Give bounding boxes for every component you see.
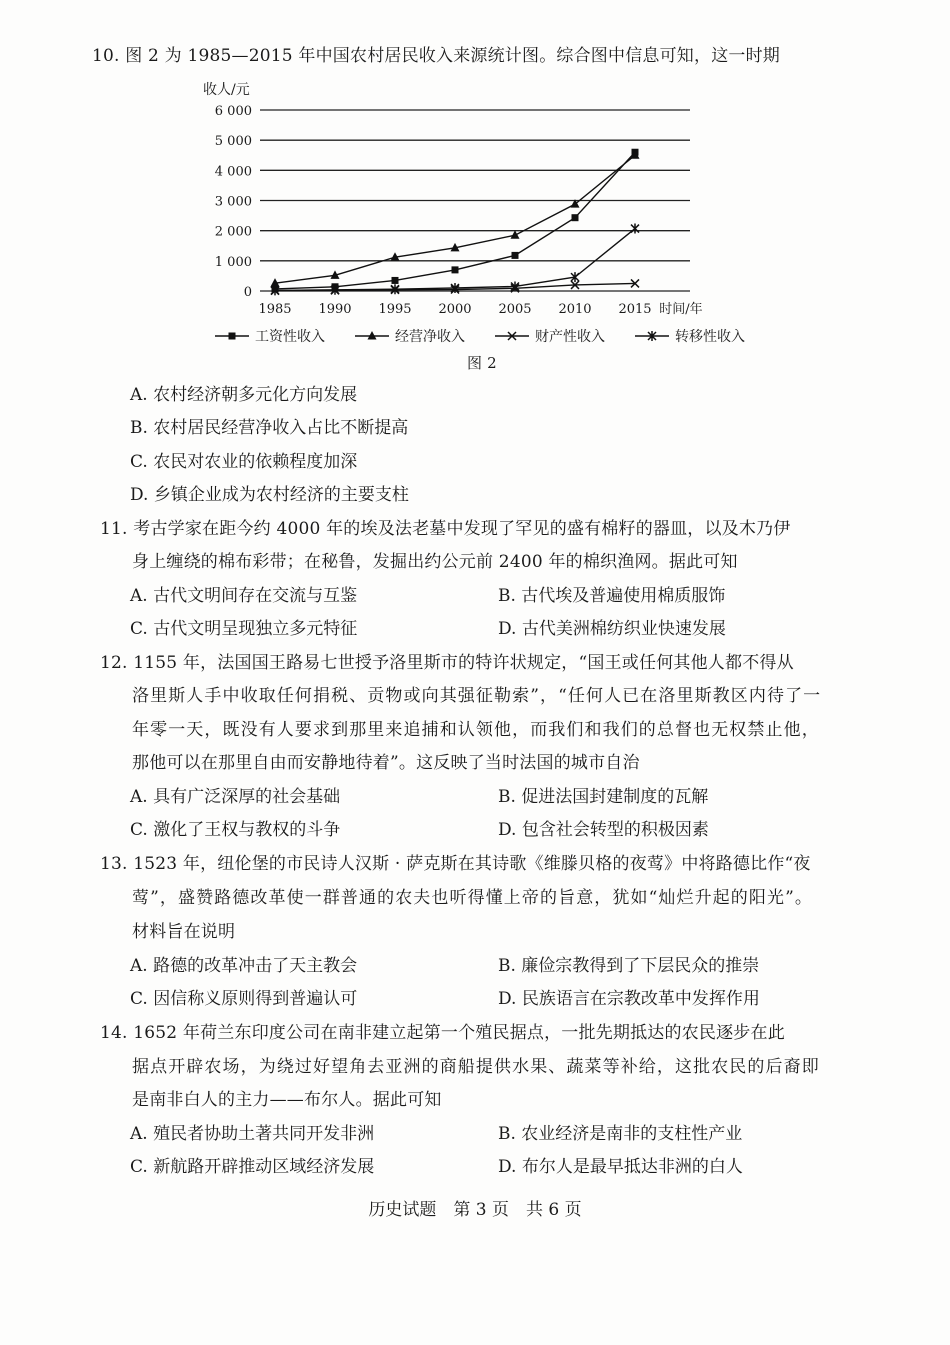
q11-stem-line-2: 身上缠绕的棉布彩带；在秘鲁，发掘出约公元前 2400 年的棉织渔网。据此可知 — [132, 552, 738, 572]
q12-stem-line-1: 12. 1155 年，法国国王路易七世授予洛里斯市的特许状规定，“国王或任何其他人都不得从 — [100, 653, 794, 673]
q13-option-b: B. 廉俭宗教得到了下层民众的推崇 — [498, 956, 760, 976]
q11-option-b: B. 古代埃及普遍使用棉质服饰 — [498, 586, 726, 606]
legend-label-2: 经营净收入 — [395, 329, 465, 345]
q10-option-c: C. 农民对农业的依赖程度加深 — [130, 452, 358, 472]
y-tick-label-2000: 2 000 — [214, 224, 252, 240]
page-footer: 历史试题 第 3 页 共 6 页 — [368, 1200, 582, 1220]
data-point-s2-2005 — [511, 230, 520, 239]
y-tick-label-1000: 1 000 — [214, 254, 252, 270]
q14-option-a: A. 殖民者协助土著共同开发非洲 — [130, 1124, 375, 1144]
x-tick-label-2015: 2015 — [618, 302, 652, 317]
q12-stem-line-4: 那他可以在那里自由而安静地待着”。这反映了当时法国的城市自治 — [132, 753, 640, 773]
data-point-s4-2015 — [631, 224, 639, 234]
x-tick-label-2005: 2005 — [498, 302, 532, 317]
q13-stem-line-2: 莺”，盛赞路德改革使一群普通的农夫也听得懂上帝的旨意，犹如“灿烂升起的阳光”。 — [132, 888, 813, 908]
series-line-4 — [275, 229, 635, 291]
y-tick-label-5000: 5 000 — [214, 134, 252, 150]
q12-option-a: A. 具有广泛深厚的社会基础 — [130, 787, 341, 807]
x-tick-label-1985: 1985 — [258, 302, 292, 317]
legend-label-3: 财产性收入 — [535, 329, 605, 345]
q13-stem-line-3: 材料旨在说明 — [132, 922, 236, 942]
y-tick-label-6000: 6 000 — [214, 104, 252, 119]
legend-marker-1 — [229, 333, 236, 340]
y-axis-label: 收人/元 — [203, 82, 250, 98]
q12-option-c: C. 激化了王权与教权的斗争 — [130, 820, 341, 840]
q14-option-c: C. 新航路开辟推动区域经济发展 — [130, 1157, 375, 1177]
q10-option-d: D. 乡镇企业成为农村经济的主要支柱 — [130, 485, 409, 505]
series-line-2 — [275, 155, 635, 283]
x-tick-label-1995: 1995 — [378, 302, 412, 317]
legend-marker-2 — [368, 331, 377, 340]
x-tick-label-1990: 1990 — [318, 302, 352, 317]
q12-option-b: B. 促进法国封建制度的瓦解 — [498, 787, 709, 807]
q11-option-a: A. 古代文明间存在交流与互鉴 — [130, 586, 358, 606]
x-axis-label: 时间/年 — [659, 302, 703, 317]
q10-option-b: B. 农村居民经营净收入占比不断提高 — [130, 418, 409, 438]
q14-stem-line-3: 是南非白人的主力——布尔人。据此可知 — [132, 1090, 442, 1110]
data-point-s1-1995 — [392, 277, 399, 284]
legend-label-1: 工资性收入 — [255, 329, 325, 345]
income-line-chart — [195, 70, 775, 380]
data-point-s1-2000 — [452, 266, 459, 273]
y-tick-label-0: 0 — [243, 285, 252, 300]
q13-option-c: C. 因信称义原则得到普遍认可 — [130, 989, 358, 1009]
q11-option-c: C. 古代文明呈现独立多元特征 — [130, 619, 358, 639]
q10-figure-caption: 图 2 — [467, 354, 497, 372]
q14-option-b: B. 农业经济是南非的支柱性产业 — [498, 1124, 743, 1144]
y-tick-label-4000: 4 000 — [214, 164, 252, 180]
data-point-s1-2005 — [512, 252, 519, 259]
legend-label-4: 转移性收入 — [675, 329, 745, 345]
q13-option-a: A. 路德的改革冲击了天主教会 — [130, 956, 358, 976]
x-tick-label-2000: 2000 — [438, 302, 472, 317]
q14-stem-line-2: 据点开辟农场，为绕过好望角去亚洲的商船提供水果、蔬菜等补给，这批农民的后裔即 — [132, 1057, 820, 1077]
q12-stem-line-3: 年零一天，既没有人要求到那里来追捕和认领他，而我们和我们的总督也无权禁止他， — [132, 720, 820, 740]
y-tick-label-3000: 3 000 — [214, 194, 252, 210]
q10-stem: 10. 图 2 为 1985—2015 年中国农村居民收入来源统计图。综合图中信息可知，这一时期 — [92, 46, 780, 66]
x-tick-label-2010: 2010 — [558, 302, 592, 317]
q12-stem-line-2: 洛里斯人手中收取任何捐税、贡物或向其强征勒索”，“任何人已在洛里斯教区内待了一 — [132, 686, 822, 706]
q14-option-d: D. 布尔人是最早抵达非洲的白人 — [498, 1157, 743, 1177]
q10-option-a: A. 农村经济朝多元化方向发展 — [130, 385, 358, 405]
q13-stem-line-1: 13. 1523 年，纽伦堡的市民诗人汉斯 · 萨克斯在其诗歌《维滕贝格的夜莺》中将路德比作“夜 — [100, 854, 811, 874]
data-point-s1-2010 — [572, 214, 579, 221]
q13-option-d: D. 民族语言在宗教改革中发挥作用 — [498, 989, 760, 1009]
q14-stem-line-1: 14. 1652 年荷兰东印度公司在南非建立起第一个殖民据点，一批先期抵达的农民逐步在此 — [100, 1023, 785, 1043]
q11-option-d: D. 古代美洲棉纺织业快速发展 — [498, 619, 726, 639]
q12-option-d: D. 包含社会转型的积极因素 — [498, 820, 709, 840]
q11-stem-line-1: 11. 考古学家在距今约 4000 年的埃及法老墓中发现了罕见的盛有棉籽的器皿，以及木乃伊 — [100, 519, 791, 539]
